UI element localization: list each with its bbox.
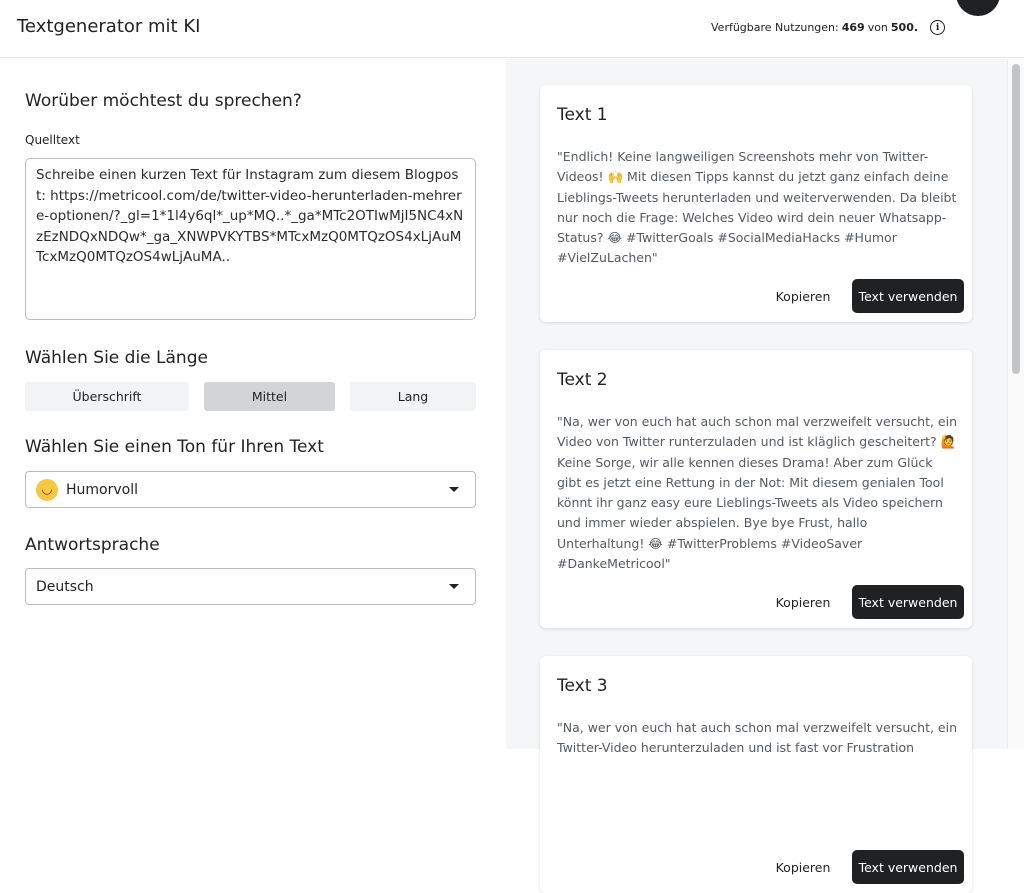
result-text: "Endlich! Keine langweiligen Screenshots mehr von Twitter-Videos! 🙌 Mit diesen Tipps kannst du jetzt ganz einfach deine Lieblings-Tweets herunterladen und weiterverwenden. Da bleibt nur noch die Frage: Welches Video wird dein neuer Whatsapp-Status? 😂 #TwitterGoals #SocialMediaHacks #Humor #VielZuLachen" bbox=[557, 149, 957, 266]
tone-heading: Wählen Sie einen Ton für Ihren Text bbox=[25, 437, 324, 457]
use-text-button[interactable]: Text verwenden bbox=[852, 279, 964, 313]
use-text-button[interactable]: Text verwenden bbox=[852, 850, 964, 884]
length-option-long[interactable]: Lang bbox=[350, 382, 476, 411]
scrollbar[interactable] bbox=[1007, 59, 1024, 749]
length-heading: Wählen Sie die Länge bbox=[25, 348, 208, 368]
scrollbar-thumb[interactable] bbox=[1012, 64, 1020, 374]
result-card bbox=[540, 85, 972, 322]
avatar[interactable] bbox=[956, 0, 1000, 16]
chevron-down-icon bbox=[449, 487, 459, 492]
results-panel bbox=[506, 59, 1007, 875]
info-icon[interactable]: i bbox=[930, 20, 945, 35]
app-header bbox=[0, 0, 1024, 58]
language-select[interactable] bbox=[25, 568, 476, 605]
result-title: Text 1 bbox=[557, 105, 608, 125]
grinning-face-icon: ◡ bbox=[36, 479, 58, 501]
result-card bbox=[540, 350, 972, 628]
result-text: "Na, wer von euch hat auch schon mal verzweifelt versucht, ein Video von Twitter runterzuladen und ist kläglich gescheitert? 🙋 Keine Sorge, wir alle kennen dieses Drama! Aber zum Glück gibt es jetzt eine Rettung in der Not: Mit diesem genialen Tool könnt ihr ganz easy eure Lieblings-Tweets als Video speichern und immer wieder abspielen. Bye bye Frust, hallo Unterhaltung! 😂 #TwitterProblems #VideoSaver #DankeMetricool" bbox=[557, 414, 957, 572]
usage-total: 500. bbox=[890, 21, 919, 34]
tone-value: Humorvoll bbox=[66, 481, 138, 498]
source-textarea[interactable]: Schreibe einen kurzen Text für Instagram zum diesem Blogpost: https://metricool.com/de/twitter-video-herunterladen-mehrere-optionen/?_gl=1*1l4y6ql*_up*MQ..*_ga*MTc2OTIwMjI5NC4xNzEzNDQxNDQw*_ga_XNWPVKYTBS*MTcxMzQ0MTQzOS4xLjAuMTcxMzQ0MTQzOS4wLjAuMA.. bbox=[25, 158, 476, 320]
result-title: Text 2 bbox=[557, 370, 608, 390]
usage-separator: von bbox=[867, 21, 888, 34]
copy-button[interactable]: Kopieren bbox=[775, 859, 831, 875]
length-option-headline[interactable]: Überschrift bbox=[25, 382, 189, 411]
result-title: Text 3 bbox=[557, 676, 608, 696]
usage-used: 469 bbox=[841, 21, 865, 34]
use-text-button[interactable]: Text verwenden bbox=[852, 585, 964, 619]
tone-select[interactable] bbox=[25, 471, 476, 508]
length-option-medium[interactable]: Mittel bbox=[204, 382, 335, 411]
generator-form bbox=[0, 59, 506, 749]
result-card bbox=[540, 656, 972, 893]
result-text: "Na, wer von euch hat auch schon mal verzweifelt versucht, ein Twitter-Video herunterzuladen und ist fast vor Frustration bbox=[557, 720, 957, 756]
copy-button[interactable]: Kopieren bbox=[775, 288, 831, 304]
chevron-down-icon bbox=[449, 584, 459, 589]
topic-heading: Worüber möchtest du sprechen? bbox=[25, 91, 302, 111]
language-heading: Antwortsprache bbox=[25, 535, 160, 555]
usage-counter bbox=[711, 20, 945, 35]
copy-button[interactable]: Kopieren bbox=[775, 594, 831, 610]
language-value: Deutsch bbox=[36, 578, 94, 595]
page-title: Textgenerator mit KI bbox=[17, 16, 201, 37]
usage-label: Verfügbare Nutzungen: bbox=[711, 21, 839, 34]
source-label: Quelltext bbox=[25, 133, 80, 147]
